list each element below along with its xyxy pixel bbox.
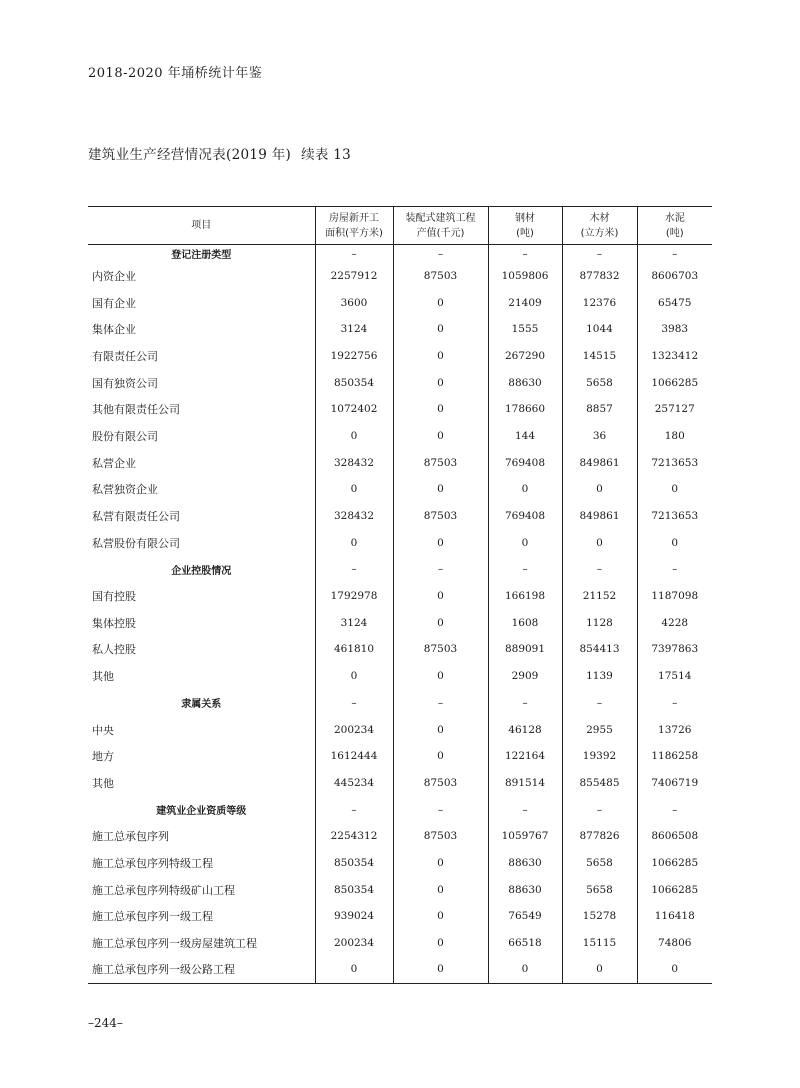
table-cell: 855485 <box>562 770 637 797</box>
table-cell: – <box>562 796 637 823</box>
table-cell: 0 <box>393 289 488 316</box>
table-row <box>88 903 712 930</box>
table-cell: 200234 <box>315 716 393 743</box>
table-cell: 877826 <box>562 823 637 850</box>
table-cell: 17514 <box>637 663 712 690</box>
table-cell: 2257912 <box>315 263 393 290</box>
table-cell: 7397863 <box>637 636 712 663</box>
column-header-item: 项目 <box>88 207 315 245</box>
table-cell: – <box>393 796 488 823</box>
table-cell: 0 <box>393 609 488 636</box>
row-label: 其他 <box>92 776 114 790</box>
row-label: 其他有限责任公司 <box>92 403 180 417</box>
table-cell: 850354 <box>315 850 393 877</box>
row-label: 施工总承包序列一级房屋建筑工程 <box>92 937 257 951</box>
row-label: 有限责任公司 <box>92 349 158 363</box>
table-cell: 5658 <box>562 369 637 396</box>
table-cell: 46128 <box>488 716 562 743</box>
table-row <box>88 930 712 957</box>
row-label: 国有企业 <box>92 296 136 310</box>
table-title-line <box>88 143 351 163</box>
table-cell: 1187098 <box>637 583 712 610</box>
row-label: 集体控股 <box>92 616 136 630</box>
table-cell: – <box>393 690 488 717</box>
row-label: 其他 <box>92 670 114 684</box>
table-cell: – <box>393 556 488 583</box>
table-cell: 65475 <box>637 289 712 316</box>
table-cell: – <box>488 796 562 823</box>
table-cell: – <box>488 690 562 717</box>
table-row <box>88 609 712 636</box>
column-header-timber: 木材 (立方米) <box>562 207 637 245</box>
table-cell: 200234 <box>315 930 393 957</box>
table-cell: 87503 <box>393 503 488 530</box>
table-cell: 74806 <box>637 930 712 957</box>
table-cell: 850354 <box>315 369 393 396</box>
row-label: 施工总承包序列特级矿山工程 <box>92 883 235 897</box>
table-cell: 0 <box>393 396 488 423</box>
table-cell: – <box>562 245 637 263</box>
table-cell: 21409 <box>488 289 562 316</box>
table-cell: 4228 <box>637 609 712 636</box>
table-cell: 87503 <box>393 449 488 476</box>
table-row <box>88 823 712 850</box>
table-cell: 1555 <box>488 316 562 343</box>
table-cell: 1044 <box>562 316 637 343</box>
table-row <box>88 636 712 663</box>
table-cell: 0 <box>393 930 488 957</box>
table-cell: 2909 <box>488 663 562 690</box>
table-cell: – <box>393 245 488 263</box>
table-cell: 445234 <box>315 770 393 797</box>
column-header-prefab-output: 装配式建筑工程 产值(千元) <box>393 207 488 245</box>
table-cell: 328432 <box>315 449 393 476</box>
table-cell: 0 <box>393 423 488 450</box>
table-cell: 1922756 <box>315 343 393 370</box>
table-cell: 1072402 <box>315 396 393 423</box>
table-cell: 116418 <box>637 903 712 930</box>
table-cell: – <box>637 556 712 583</box>
table-cell: 1066285 <box>637 850 712 877</box>
table-cell: 88630 <box>488 369 562 396</box>
row-label: 私营独资企业 <box>92 483 158 497</box>
table-cell: 5658 <box>562 850 637 877</box>
table-cell: 7213653 <box>637 449 712 476</box>
table-cell: 0 <box>488 956 562 983</box>
table-row <box>88 503 712 530</box>
table-row <box>88 583 712 610</box>
table-cell: 0 <box>393 850 488 877</box>
running-head: 2018-2020 年埇桥统计年鉴 <box>88 66 263 81</box>
table-cell: 1612444 <box>315 743 393 770</box>
table-cell: 891514 <box>488 770 562 797</box>
section-label: 隶属关系 <box>181 699 222 711</box>
table-cell: 15278 <box>562 903 637 930</box>
section-row <box>88 690 712 717</box>
table-row <box>88 770 712 797</box>
continuation-label: 续表 13 <box>301 147 352 163</box>
table-cell: – <box>637 245 712 263</box>
table-cell: – <box>562 690 637 717</box>
table-cell: 0 <box>393 903 488 930</box>
table-cell: 87503 <box>393 770 488 797</box>
column-header-floor-area: 房屋新开工 面积(平方米) <box>315 207 393 245</box>
table-cell: – <box>488 245 562 263</box>
table-cell: 0 <box>315 529 393 556</box>
table-cell: 854413 <box>562 636 637 663</box>
table-cell: 939024 <box>315 903 393 930</box>
table-cell: 1139 <box>562 663 637 690</box>
table-cell: 5658 <box>562 876 637 903</box>
table-cell: 0 <box>393 529 488 556</box>
page-number: –244– <box>88 1016 123 1030</box>
table-cell: 461810 <box>315 636 393 663</box>
row-label: 私营股份有限公司 <box>92 536 180 550</box>
row-label: 地方 <box>92 750 114 764</box>
row-label: 国有独资公司 <box>92 376 158 390</box>
header-row <box>88 207 712 245</box>
table-cell: 0 <box>637 476 712 503</box>
table-cell: 1792978 <box>315 583 393 610</box>
table-cell: 87503 <box>393 263 488 290</box>
table-row <box>88 850 712 877</box>
table-cell: 769408 <box>488 449 562 476</box>
row-label: 施工总承包序列一级工程 <box>92 910 213 924</box>
column-header-cement: 水泥 (吨) <box>637 207 712 245</box>
table-cell: 3983 <box>637 316 712 343</box>
row-label: 国有控股 <box>92 590 136 604</box>
table-cell: 13726 <box>637 716 712 743</box>
table-row <box>88 476 712 503</box>
table-row <box>88 529 712 556</box>
table-cell: 3600 <box>315 289 393 316</box>
table-cell: 87503 <box>393 636 488 663</box>
table-cell: 889091 <box>488 636 562 663</box>
table-cell: 1608 <box>488 609 562 636</box>
table-cell: 0 <box>315 956 393 983</box>
table-cell: 178660 <box>488 396 562 423</box>
table-row <box>88 449 712 476</box>
table-cell: 0 <box>562 476 637 503</box>
table-row <box>88 316 712 343</box>
table-cell: 0 <box>393 716 488 743</box>
table-cell: 0 <box>562 529 637 556</box>
section-label: 登记注册类型 <box>171 250 232 262</box>
table-cell: 877832 <box>562 263 637 290</box>
table-cell: 66518 <box>488 930 562 957</box>
table-cell: 15115 <box>562 930 637 957</box>
row-label: 施工总承包序列一级公路工程 <box>88 956 315 983</box>
table-cell: – <box>315 796 393 823</box>
table-cell: 1128 <box>562 609 637 636</box>
row-label: 集体企业 <box>92 323 136 337</box>
table-row <box>88 876 712 903</box>
table-cell: 88630 <box>488 850 562 877</box>
table-cell: 0 <box>488 529 562 556</box>
table-cell: 0 <box>315 423 393 450</box>
table-cell: 76549 <box>488 903 562 930</box>
section-label: 建筑业企业资质等级 <box>156 806 247 818</box>
section-row <box>88 556 712 583</box>
table-cell: 7406719 <box>637 770 712 797</box>
table-row <box>88 956 712 983</box>
row-label: 施工总承包序列 <box>92 830 169 844</box>
row-label: 私人控股 <box>92 643 136 657</box>
table-cell: 769408 <box>488 503 562 530</box>
table-row <box>88 343 712 370</box>
table-cell: 8606703 <box>637 263 712 290</box>
row-label: 私营有限责任公司 <box>92 510 180 524</box>
table-cell: 19392 <box>562 743 637 770</box>
table-cell: – <box>637 690 712 717</box>
table-cell: 1186258 <box>637 743 712 770</box>
table-cell: 2254312 <box>315 823 393 850</box>
table-cell: 14515 <box>562 343 637 370</box>
table-cell: – <box>315 245 393 263</box>
table-cell: 1059806 <box>488 263 562 290</box>
table-row <box>88 263 712 290</box>
table-cell: 3124 <box>315 609 393 636</box>
table-cell: 8606508 <box>637 823 712 850</box>
table-row <box>88 369 712 396</box>
table-cell: 2955 <box>562 716 637 743</box>
table-cell: 0 <box>393 316 488 343</box>
table-cell: 850354 <box>315 876 393 903</box>
table-row <box>88 423 712 450</box>
table-cell: 1059767 <box>488 823 562 850</box>
table-cell: 1066285 <box>637 369 712 396</box>
table-cell: 7213653 <box>637 503 712 530</box>
table-row <box>88 743 712 770</box>
table-cell: 0 <box>393 956 488 983</box>
table-cell: 3124 <box>315 316 393 343</box>
table-cell: 0 <box>637 956 712 983</box>
table-cell: 0 <box>562 956 637 983</box>
table-cell: 0 <box>393 743 488 770</box>
table-cell: 0 <box>488 476 562 503</box>
table-cell: – <box>488 556 562 583</box>
table-cell: 21152 <box>562 583 637 610</box>
table-cell: 267290 <box>488 343 562 370</box>
table-cell: 0 <box>393 663 488 690</box>
table-cell: – <box>637 796 712 823</box>
row-label: 施工总承包序列特级工程 <box>92 856 213 870</box>
table-cell: 0 <box>393 369 488 396</box>
table-body <box>88 245 712 984</box>
table-cell: 257127 <box>637 396 712 423</box>
table-cell: 0 <box>393 476 488 503</box>
table-row <box>88 289 712 316</box>
table-cell: – <box>315 556 393 583</box>
table-cell: 1066285 <box>637 876 712 903</box>
table-cell: 122164 <box>488 743 562 770</box>
table-cell: 12376 <box>562 289 637 316</box>
table-cell: 0 <box>393 876 488 903</box>
table-cell: 0 <box>315 476 393 503</box>
row-label: 股份有限公司 <box>92 429 158 443</box>
table-cell: 144 <box>488 423 562 450</box>
table-cell: 0 <box>393 583 488 610</box>
table-cell: – <box>315 690 393 717</box>
table-cell: 0 <box>315 663 393 690</box>
table-cell: 0 <box>393 343 488 370</box>
section-row <box>88 245 712 263</box>
table-cell: 1323412 <box>637 343 712 370</box>
table-title: 建筑业生产经营情况表(2019 年) <box>88 147 292 163</box>
column-header-steel: 钢材 (吨) <box>488 207 562 245</box>
section-row <box>88 796 712 823</box>
table-cell: 87503 <box>393 823 488 850</box>
section-label: 企业控股情况 <box>171 565 232 577</box>
table-row <box>88 663 712 690</box>
statistics-table <box>88 206 712 984</box>
table-row <box>88 716 712 743</box>
table-cell: 36 <box>562 423 637 450</box>
table-cell: 0 <box>637 529 712 556</box>
table-row <box>88 396 712 423</box>
table-cell: 849861 <box>562 503 637 530</box>
table-cell: 166198 <box>488 583 562 610</box>
table-cell: 180 <box>637 423 712 450</box>
table-cell: 328432 <box>315 503 393 530</box>
table-cell: 849861 <box>562 449 637 476</box>
row-label: 内资企业 <box>92 269 136 283</box>
table-cell: – <box>562 556 637 583</box>
row-label: 中央 <box>92 723 114 737</box>
table-cell: 88630 <box>488 876 562 903</box>
table-cell: 8857 <box>562 396 637 423</box>
row-label: 私营企业 <box>92 456 136 470</box>
